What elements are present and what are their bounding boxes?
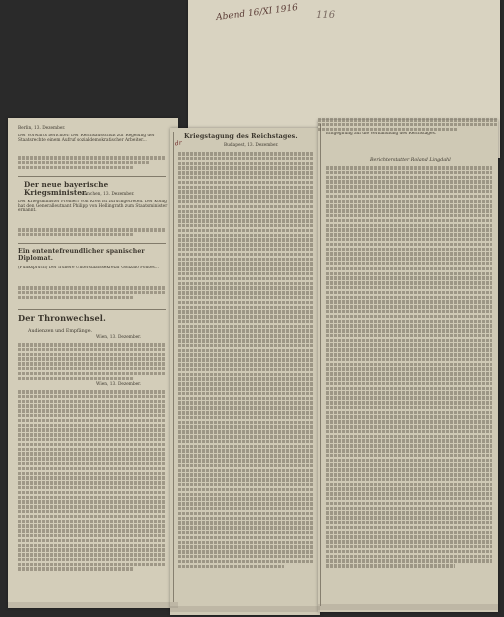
paragraph-4-lines [18,343,166,381]
middle-column-rule-left [173,132,174,602]
paragraph-1: Der Vorwärts berichtet: Der Reichsausschuß zur Regelung der Staatsrechte einem Aufruf sozialdemokratischer Arbeiter... [18,134,155,143]
divider-3 [18,309,166,310]
headline-spanish-diplomat: Ein ententefreundlicher spanischer Diplomat. [18,248,145,262]
paragraph-2: Der Kriegsminister Freiherr von Kreß ist zurückgetreten. Der König hat den Generalleutnant Philipp von Hellingrath zum Staatsminister ernannt. [18,200,168,213]
handwritten-date: Abend 16/XI 1916 [215,3,299,23]
divider-1 [18,176,166,177]
dateline-2: München, 13. Dezember. [80,192,135,197]
dateline-4: Wien, 13. Dezember. [96,382,142,387]
paragraph-1-lines [18,156,166,170]
right-subhead: Berichterstatter Roland Lingdahl [370,158,451,163]
aged-edge-right [318,604,498,610]
dateline-middle: Budapest, 13. Dezember. [224,143,279,148]
dateline-3: Wien, 13. Dezember. [96,335,142,340]
paragraph-3: (Funkspruch) Der frühere Unterstaatssekretär Gonzalo Fontes... [18,266,159,270]
paragraph-2-lines [18,228,166,238]
dateline-1: Berlin, 13. Dezember. [18,126,66,131]
side-mark: dr [174,139,183,148]
aged-edge-left [8,602,178,608]
aged-edge-middle [170,606,320,612]
right-column-rule-left [320,124,321,606]
right-body-lines [326,166,492,569]
divider-2 [18,243,166,244]
top-strip-lines [318,118,498,132]
page-number: 116 [316,10,336,21]
paragraph-3-lines [18,286,166,300]
right-lead: Entgegnung auf die Verhandlung des Reichstages. [326,132,437,136]
subhead-audiences: Audienzen und Empfänge. [28,329,93,334]
middle-body-lines [178,152,314,569]
headline-reichstag-session: Kriegstagung des Reichstages. [184,132,298,140]
paragraph-5-lines [18,390,166,572]
headline-throne-change: Der Thronwechsel. [18,313,106,323]
headline-bavarian-war-minister: Der neue bayerische Kriegsminister. [24,180,109,197]
